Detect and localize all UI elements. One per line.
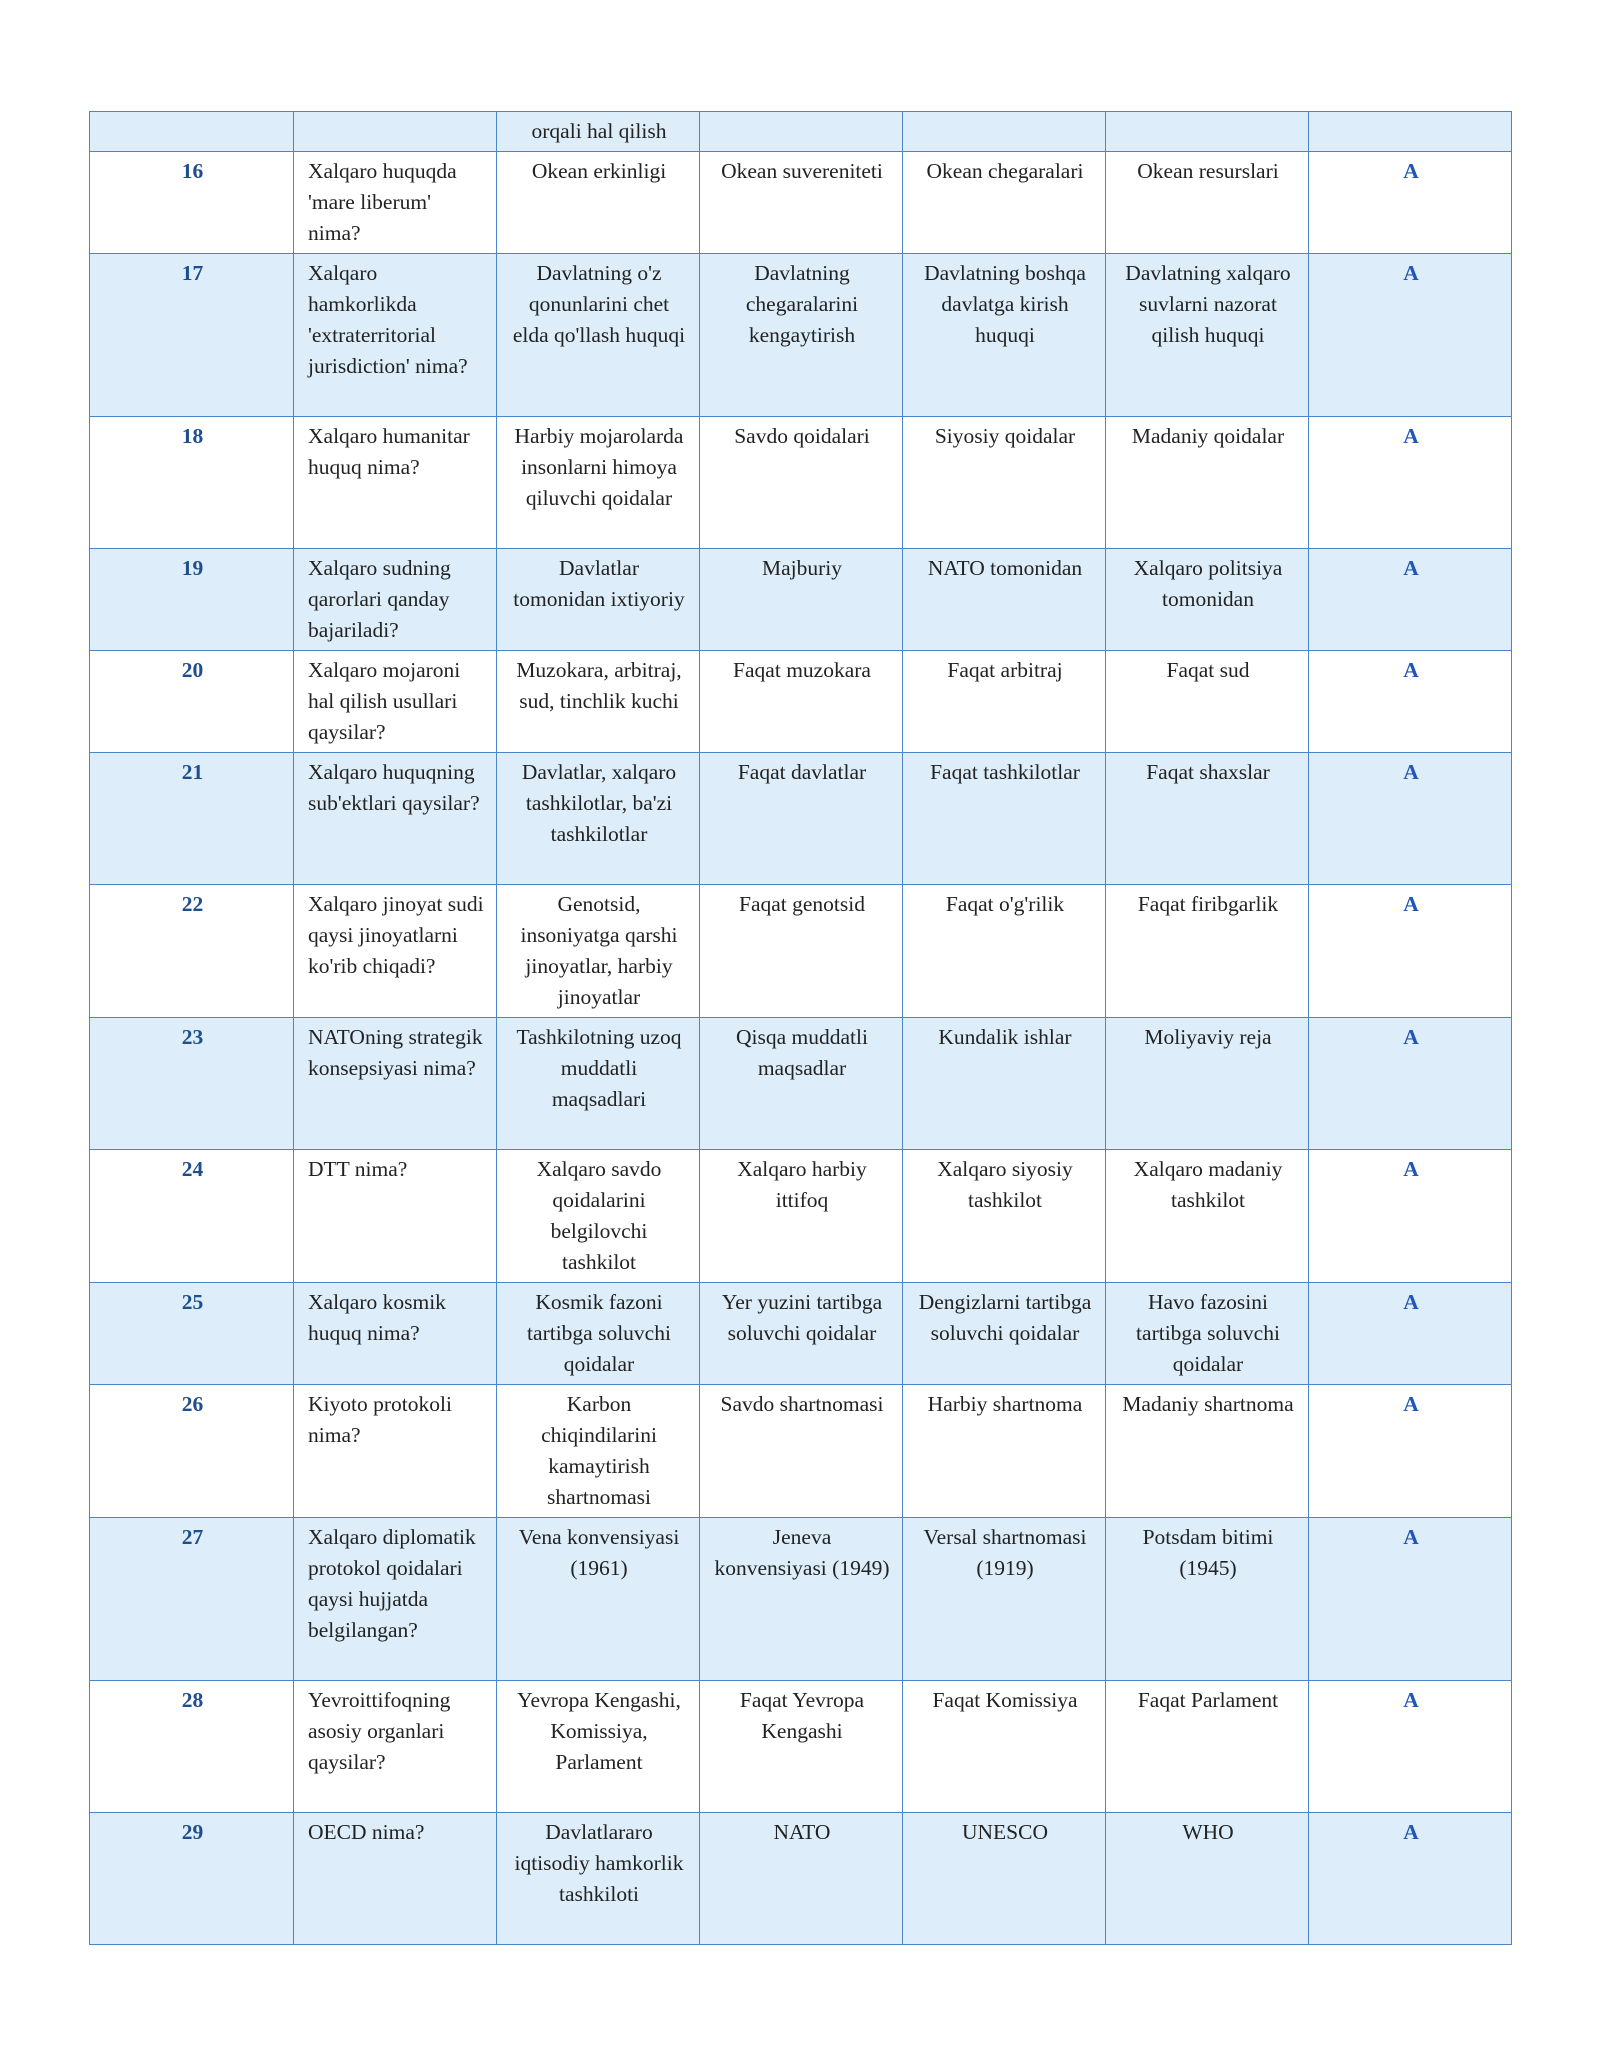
option-c-cell: Faqat arbitraj <box>903 651 1106 753</box>
question-text-cell: Xalqaro huquqning sub'ektlari qaysilar? <box>294 753 497 885</box>
option-c-cell: Davlatning boshqa davlatga kirish huquqi <box>903 254 1106 417</box>
option-b-cell: Qisqa muddatli maqsadlar <box>700 1018 903 1150</box>
correct-answer-cell: A <box>1309 1385 1512 1518</box>
option-d-cell: Xalqaro politsiya tomonidan <box>1106 549 1309 651</box>
option-b-cell: Savdo shartnomasi <box>700 1385 903 1518</box>
option-a-cell: orqali hal qilish <box>497 112 700 152</box>
option-c-cell: Harbiy shartnoma <box>903 1385 1106 1518</box>
option-b-cell: NATO <box>700 1813 903 1945</box>
question-number-cell: 20 <box>90 651 294 753</box>
option-b-cell: Okean suvereniteti <box>700 152 903 254</box>
option-a-cell: Harbiy mojarolarda insonlarni himoya qiluvchi qoidalar <box>497 417 700 549</box>
correct-answer-cell: A <box>1309 1681 1512 1813</box>
option-d-cell: Moliyaviy reja <box>1106 1018 1309 1150</box>
option-a-cell: Davlatlar tomonidan ixtiyoriy <box>497 549 700 651</box>
option-a-cell: Kosmik fazoni tartibga soluvchi qoidalar <box>497 1283 700 1385</box>
option-d-cell: Havo fazosini tartibga soluvchi qoidalar <box>1106 1283 1309 1385</box>
question-text-cell: NATOning strategik konsepsiyasi nima? <box>294 1018 497 1150</box>
option-b-cell: Davlatning chegaralarini kengaytirish <box>700 254 903 417</box>
table-row <box>90 1283 1512 1385</box>
option-b-cell: Faqat Yevropa Kengashi <box>700 1681 903 1813</box>
question-number-cell: 29 <box>90 1813 294 1945</box>
table-row <box>90 1385 1512 1518</box>
option-b-cell: Faqat davlatlar <box>700 753 903 885</box>
question-number-cell: 24 <box>90 1150 294 1283</box>
option-a-cell: Muzokara, arbitraj, sud, tinchlik kuchi <box>497 651 700 753</box>
option-d-cell: Potsdam bitimi (1945) <box>1106 1518 1309 1681</box>
option-b-cell: Savdo qoidalari <box>700 417 903 549</box>
question-text-cell: Xalqaro hamkorlikda 'extraterritorial jurisdiction' nima? <box>294 254 497 417</box>
option-c-cell: Versal shartnomasi (1919) <box>903 1518 1106 1681</box>
question-text-cell: Xalqaro mojaroni hal qilish usullari qaysilar? <box>294 651 497 753</box>
table-row <box>90 1150 1512 1283</box>
question-text-cell: Xalqaro jinoyat sudi qaysi jinoyatlarni ko'rib chiqadi? <box>294 885 497 1018</box>
option-a-cell: Davlatning o'z qonunlarini chet elda qo'llash huquqi <box>497 254 700 417</box>
option-c-cell: Dengizlarni tartibga soluvchi qoidalar <box>903 1283 1106 1385</box>
option-b-cell: Faqat muzokara <box>700 651 903 753</box>
option-d-cell: Davlatning xalqaro suvlarni nazorat qilish huquqi <box>1106 254 1309 417</box>
option-b-cell <box>700 112 903 152</box>
option-d-cell <box>1106 112 1309 152</box>
option-a-cell: Davlatlar, xalqaro tashkilotlar, ba'zi tashkilotlar <box>497 753 700 885</box>
question-number-cell: 19 <box>90 549 294 651</box>
correct-answer-cell: A <box>1309 1813 1512 1945</box>
question-number-cell <box>90 112 294 152</box>
question-number-cell: 17 <box>90 254 294 417</box>
correct-answer-cell: A <box>1309 549 1512 651</box>
option-b-cell: Yer yuzini tartibga soluvchi qoidalar <box>700 1283 903 1385</box>
question-text-cell: Xalqaro huquqda 'mare liberum' nima? <box>294 152 497 254</box>
question-text-cell: Xalqaro sudning qarorlari qanday bajariladi? <box>294 549 497 651</box>
question-number-cell: 18 <box>90 417 294 549</box>
table-row <box>90 417 1512 549</box>
question-text-cell: Xalqaro humanitar huquq nima? <box>294 417 497 549</box>
correct-answer-cell: A <box>1309 1283 1512 1385</box>
option-a-cell: Tashkilotning uzoq muddatli maqsadlari <box>497 1018 700 1150</box>
option-a-cell: Yevropa Kengashi, Komissiya, Parlament <box>497 1681 700 1813</box>
table-row <box>90 549 1512 651</box>
question-number-cell: 25 <box>90 1283 294 1385</box>
option-a-cell: Genotsid, insoniyatga qarshi jinoyatlar, harbiy jinoyatlar <box>497 885 700 1018</box>
option-d-cell: WHO <box>1106 1813 1309 1945</box>
question-number-cell: 28 <box>90 1681 294 1813</box>
question-text-cell: Xalqaro diplomatik protokol qoidalari qaysi hujjatda belgilangan? <box>294 1518 497 1681</box>
option-d-cell: Faqat shaxslar <box>1106 753 1309 885</box>
option-c-cell: Okean chegaralari <box>903 152 1106 254</box>
option-d-cell: Xalqaro madaniy tashkilot <box>1106 1150 1309 1283</box>
correct-answer-cell: A <box>1309 885 1512 1018</box>
question-text-cell: OECD nima? <box>294 1813 497 1945</box>
option-b-cell: Faqat genotsid <box>700 885 903 1018</box>
quiz-table <box>89 111 1512 1945</box>
option-d-cell: Faqat sud <box>1106 651 1309 753</box>
table-row <box>90 152 1512 254</box>
option-c-cell: Faqat Komissiya <box>903 1681 1106 1813</box>
correct-answer-cell: A <box>1309 753 1512 885</box>
question-number-cell: 16 <box>90 152 294 254</box>
option-c-cell: Siyosiy qoidalar <box>903 417 1106 549</box>
option-c-cell: NATO tomonidan <box>903 549 1106 651</box>
question-number-cell: 23 <box>90 1018 294 1150</box>
option-d-cell: Madaniy shartnoma <box>1106 1385 1309 1518</box>
option-c-cell: Xalqaro siyosiy tashkilot <box>903 1150 1106 1283</box>
question-text-cell: Kiyoto protokoli nima? <box>294 1385 497 1518</box>
question-number-cell: 22 <box>90 885 294 1018</box>
table-row <box>90 885 1512 1018</box>
option-a-cell: Vena konvensiyasi (1961) <box>497 1518 700 1681</box>
option-a-cell: Karbon chiqindilarini kamaytirish shartnomasi <box>497 1385 700 1518</box>
option-d-cell: Madaniy qoidalar <box>1106 417 1309 549</box>
correct-answer-cell: A <box>1309 417 1512 549</box>
option-b-cell: Jeneva konvensiyasi (1949) <box>700 1518 903 1681</box>
option-d-cell: Faqat Parlament <box>1106 1681 1309 1813</box>
option-a-cell: Xalqaro savdo qoidalarini belgilovchi tashkilot <box>497 1150 700 1283</box>
table-row <box>90 651 1512 753</box>
question-number-cell: 21 <box>90 753 294 885</box>
table-row <box>90 753 1512 885</box>
option-b-cell: Majburiy <box>700 549 903 651</box>
table-row <box>90 1681 1512 1813</box>
option-d-cell: Okean resurslari <box>1106 152 1309 254</box>
option-c-cell: Kundalik ishlar <box>903 1018 1106 1150</box>
option-b-cell: Xalqaro harbiy ittifoq <box>700 1150 903 1283</box>
table-row <box>90 1813 1512 1945</box>
quiz-table-body <box>90 112 1512 1945</box>
question-text-cell: DTT nima? <box>294 1150 497 1283</box>
correct-answer-cell: A <box>1309 1018 1512 1150</box>
correct-answer-cell: A <box>1309 1518 1512 1681</box>
option-a-cell: Okean erkinligi <box>497 152 700 254</box>
option-d-cell: Faqat firibgarlik <box>1106 885 1309 1018</box>
correct-answer-cell: A <box>1309 254 1512 417</box>
option-c-cell: Faqat tashkilotlar <box>903 753 1106 885</box>
table-row <box>90 254 1512 417</box>
table-row <box>90 1018 1512 1150</box>
correct-answer-cell: A <box>1309 152 1512 254</box>
question-text-cell <box>294 112 497 152</box>
table-row-continuation <box>90 112 1512 152</box>
question-number-cell: 27 <box>90 1518 294 1681</box>
option-c-cell: UNESCO <box>903 1813 1106 1945</box>
correct-answer-cell: A <box>1309 1150 1512 1283</box>
question-text-cell: Yevroittifoqning asosiy organlari qaysilar? <box>294 1681 497 1813</box>
question-number-cell: 26 <box>90 1385 294 1518</box>
option-c-cell <box>903 112 1106 152</box>
correct-answer-cell <box>1309 112 1512 152</box>
option-c-cell: Faqat o'g'rilik <box>903 885 1106 1018</box>
question-text-cell: Xalqaro kosmik huquq nima? <box>294 1283 497 1385</box>
table-row <box>90 1518 1512 1681</box>
option-a-cell: Davlatlararo iqtisodiy hamkorlik tashkiloti <box>497 1813 700 1945</box>
correct-answer-cell: A <box>1309 651 1512 753</box>
